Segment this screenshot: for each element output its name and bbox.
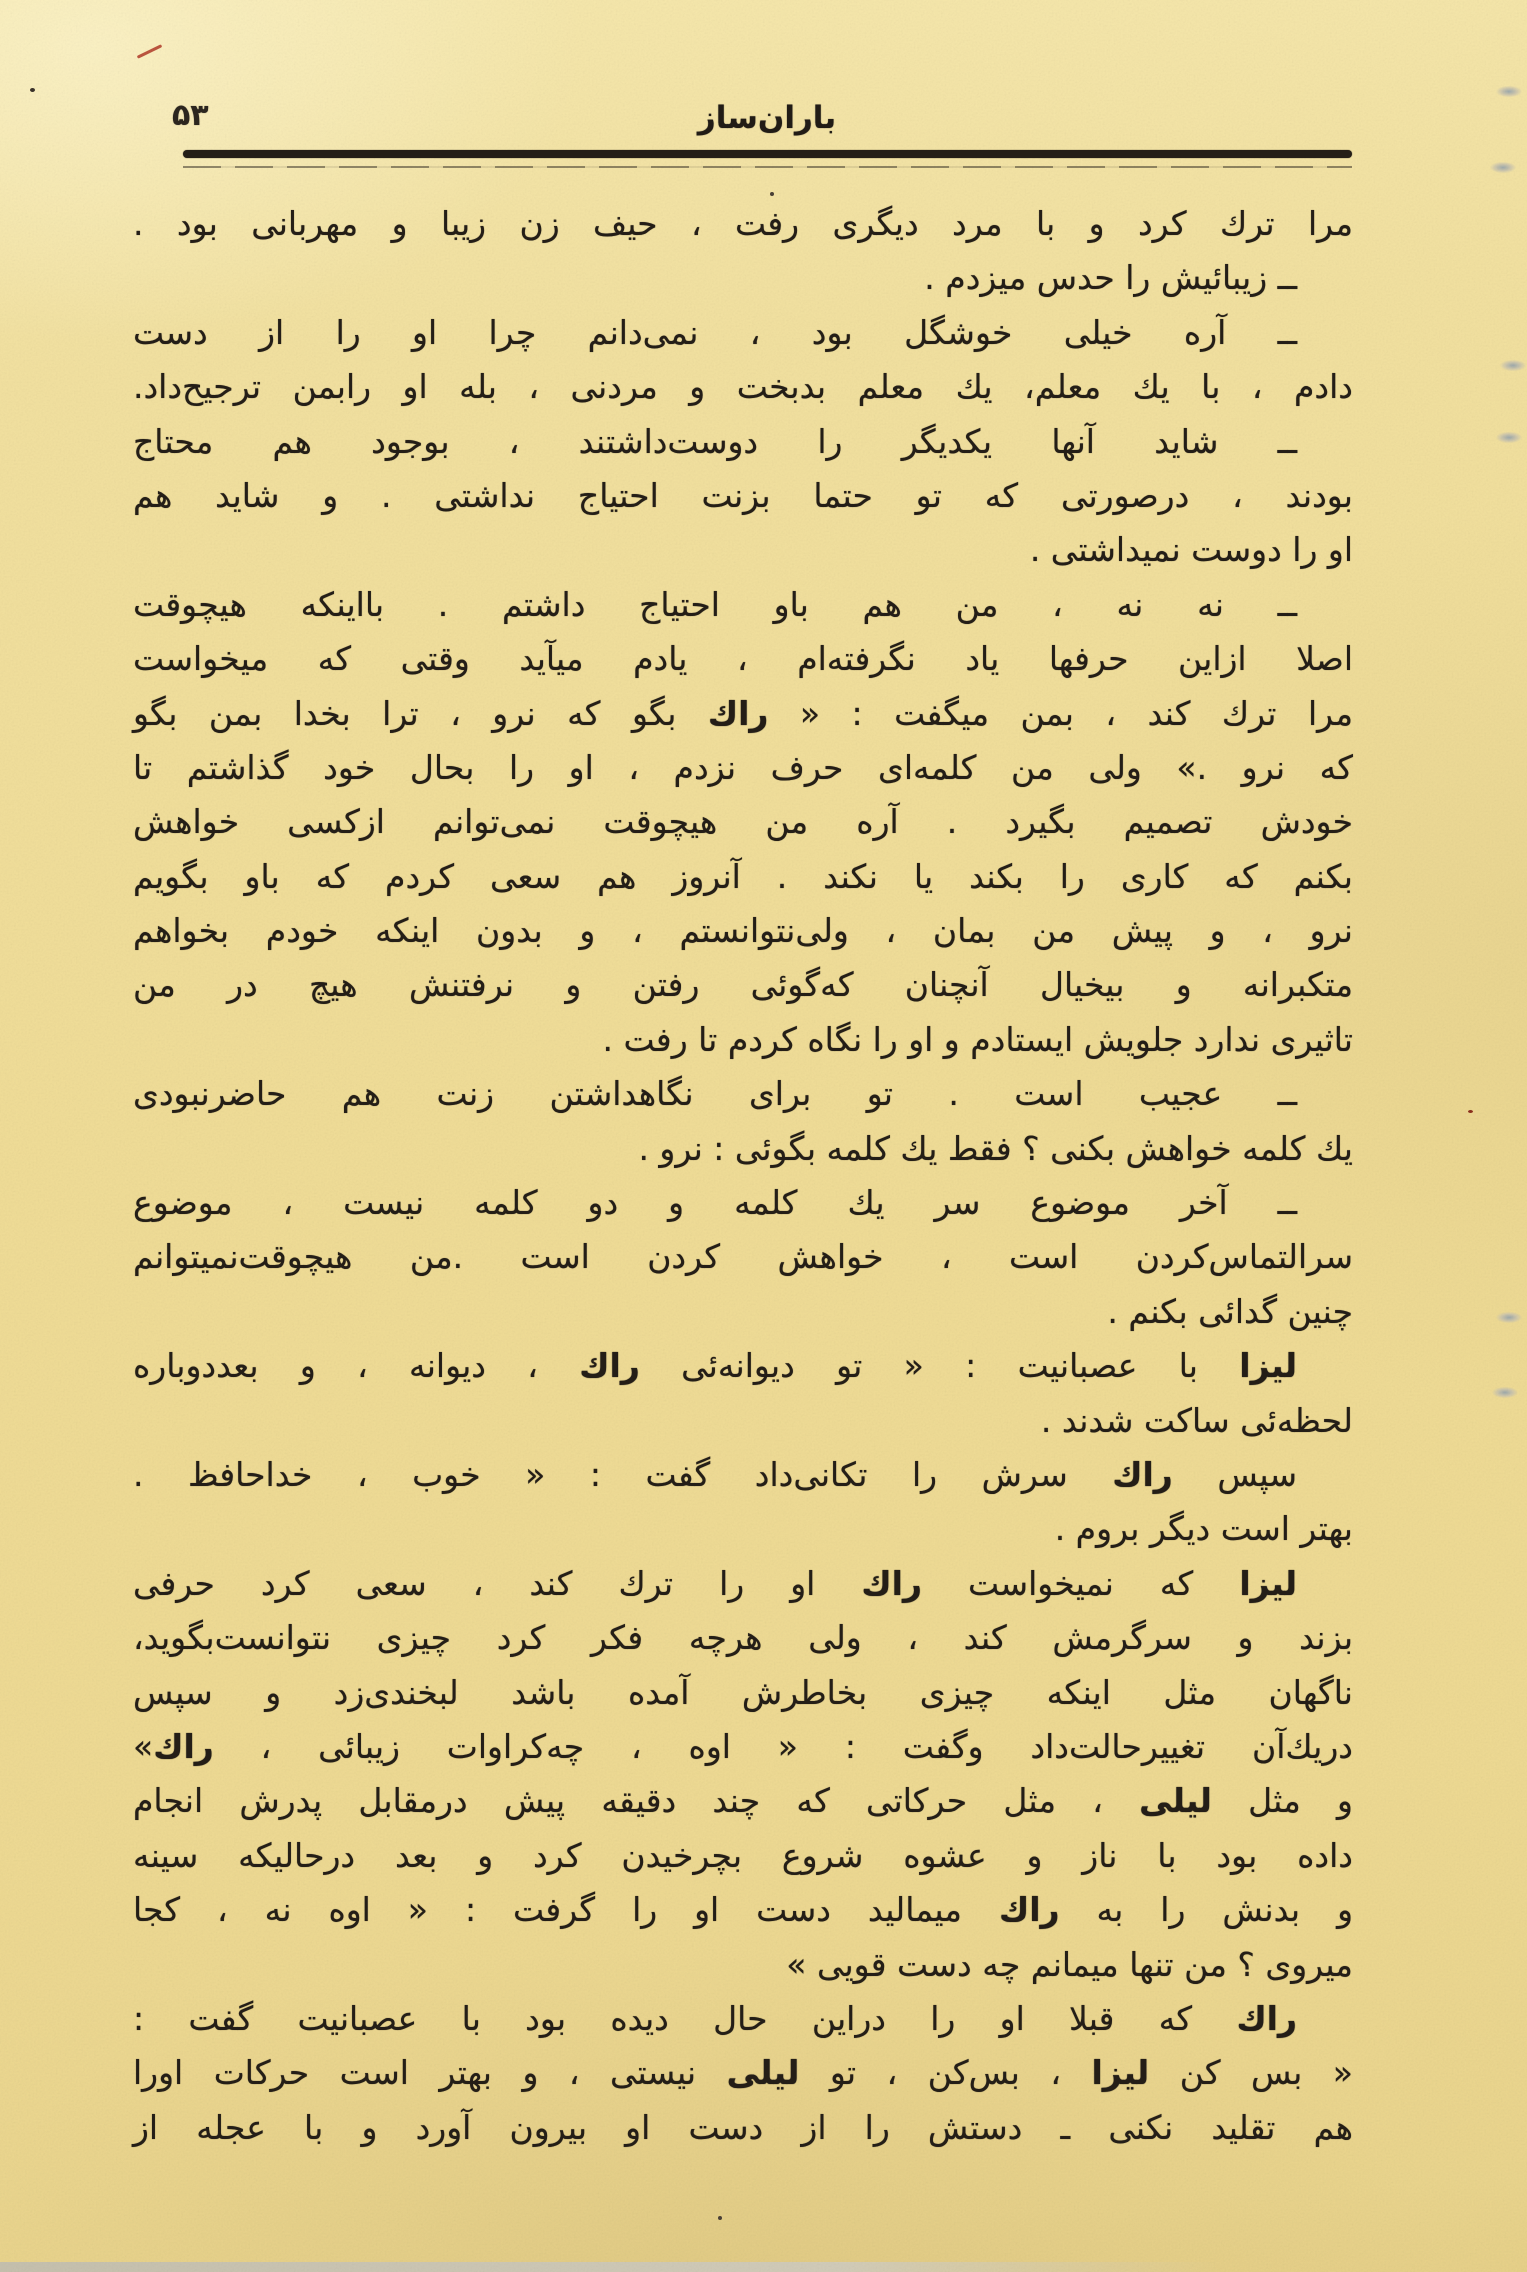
text-segment: » <box>133 1726 154 1766</box>
text-line <box>133 1230 1353 1284</box>
text-segment: ، دیوانه ، و بعددوباره <box>133 1346 580 1386</box>
text-segment: بزند و سرگرمش كند ، ولی هرچه فكر كرد چیزی نتوانست‌بگوید، <box>133 1618 1353 1658</box>
text-line <box>133 1122 1353 1176</box>
character-name: راك <box>861 1563 922 1603</box>
paper-tear <box>1486 160 1520 175</box>
ink-speck <box>770 192 774 196</box>
text-segment: سرالتماس‌كردن است ، خواهش كردن است .من هیچوقت‌نمیتوانم <box>133 1237 1353 1277</box>
text-line <box>133 2046 1353 2100</box>
text-segment: كه نرو .» ولی من كلمه‌ای حرف نزدم ، او را بحال خود گذاشتم تا <box>133 747 1353 787</box>
text-segment: تاثیری ندارد جلویش ایستادم و او را نگاه كردم تا رفت . <box>602 1019 1353 1059</box>
scan-bottom-edge <box>0 2262 1527 2272</box>
text-segment: ، بس‌كن ، تو <box>799 2053 1092 2093</box>
character-name: راك <box>153 1726 214 1766</box>
text-line <box>133 1938 1353 1992</box>
text-line <box>133 958 1353 1012</box>
ink-speck <box>718 2216 722 2220</box>
text-line <box>133 1285 1353 1339</box>
text-line <box>133 904 1353 958</box>
text-segment: ــ شاید آنها یكدیگر را دوست‌داشتند ، بوجود هم محتاج <box>133 421 1297 461</box>
character-name: لیلی <box>1139 1781 1212 1821</box>
ink-speck <box>30 88 35 92</box>
paper-tear <box>1492 1310 1526 1325</box>
character-name: لیزا <box>1239 1563 1298 1603</box>
text-segment: ناگهان مثل اینكه چیزی بخاطرش آمده باشد لبخندی‌زد و سپس <box>133 1672 1353 1712</box>
text-segment: ــ عجیب است . تو برای نگاهداشتن زنت هم حاضرنبودی <box>133 1074 1297 1114</box>
red-pen-mark <box>137 44 163 59</box>
text-segment: بودند ، درصورتی كه تو حتما بزنت احتیاج نداشتی . و شاید هم <box>133 475 1353 515</box>
paper-tear <box>1488 1385 1522 1400</box>
text-line <box>133 469 1353 523</box>
text-line <box>133 1774 1353 1828</box>
text-segment: سرش را تكانی‌داد گفت : « خوب ، خداحافظ . <box>133 1454 1113 1494</box>
text-segment: متكبرانه و بیخیال آنچنان كه‌گوئی رفتن و نرفتنش هیچ در من <box>133 965 1353 1005</box>
text-segment: « بس كن <box>1149 2053 1353 2093</box>
character-name: راك <box>998 1890 1060 1930</box>
page-title: باران‌ساز <box>697 100 837 136</box>
text-segment: خودش تصمیم بگیرد . آره من هیچوقت نمی‌توانم ازكسی خواهش <box>133 802 1353 842</box>
text-block <box>133 197 1353 2155</box>
text-segment: دادم ، با یك معلم، یك معلم بدبخت و مردنی ، بله او رابمن ترجیح‌داد. <box>133 367 1353 407</box>
text-line <box>133 1339 1353 1393</box>
text-line <box>133 850 1353 904</box>
character-name: راك <box>1112 1454 1173 1494</box>
text-segment: با عصبانیت : « تو دیوانه‌ئی <box>639 1346 1240 1386</box>
paper-tear <box>1492 430 1526 445</box>
text-segment: او را دوست نمیداشتی . <box>1029 530 1353 570</box>
character-name: لیلی <box>726 2053 800 2093</box>
text-line <box>133 306 1353 360</box>
paper-tear <box>1492 84 1526 99</box>
text-line <box>133 415 1353 469</box>
text-line <box>133 360 1353 414</box>
header-rule-thick <box>183 150 1352 158</box>
text-segment: نیستی ، و بهتر است حركات اورا <box>133 2053 727 2093</box>
text-segment: دریك‌آن تغییرحالت‌داد وگفت : « اوه ، چه‌كراوات زیبائی ، <box>213 1726 1353 1766</box>
text-segment: چنین گدائی بكنم . <box>1107 1291 1353 1331</box>
text-line <box>133 578 1353 632</box>
text-segment: میمالید دست او را گرفت : « اوه نه ، كجا <box>133 1890 999 1930</box>
text-line <box>133 1448 1353 1502</box>
text-segment: و بدنش را به <box>1059 1890 1354 1930</box>
character-name: راك <box>1236 1998 1297 2038</box>
text-segment: ــ آره خیلی خوشگل بود ، نمی‌دانم چرا او را از دست <box>133 312 1297 352</box>
text-segment: او را ترك كند ، سعی كرد حرفی <box>133 1563 862 1603</box>
text-segment: ، مثل حركاتی كه چند دقیقه پیش درمقابل پدرش انجام <box>133 1781 1140 1821</box>
text-line <box>133 1992 1353 2046</box>
character-name: لیزا <box>1091 2053 1150 2093</box>
text-line <box>133 1666 1353 1720</box>
header-rule-thin <box>183 166 1352 168</box>
text-segment: مرا ترك كرد و با مرد دیگری رفت ، حیف زن زیبا و مهربانی بود . <box>133 204 1353 243</box>
red-speck <box>1468 1110 1473 1113</box>
text-line <box>133 251 1353 305</box>
text-segment: بهتر است دیگر بروم . <box>1054 1509 1353 1549</box>
text-segment: بگو كه نرو ، ترا بخدا بمن بگو <box>133 693 708 733</box>
text-line <box>133 795 1353 849</box>
text-line <box>133 1502 1353 1556</box>
paper-tear <box>1496 358 1527 373</box>
text-line <box>133 1883 1353 1937</box>
text-segment: ــ نه نه ، من هم باو احتیاج داشتم . بااینكه هیچوقت <box>133 584 1297 624</box>
text-segment: یك كلمه خواهش بكنی ؟ فقط یك كلمه بگوئی : نرو . <box>638 1128 1353 1168</box>
page-number: ۵۳ <box>172 98 209 133</box>
text-line <box>133 197 1353 251</box>
text-segment: لحظه‌ئی ساكت شدند . <box>1040 1400 1353 1440</box>
text-line <box>133 1067 1353 1121</box>
text-line <box>133 1013 1353 1067</box>
character-name: لیزا <box>1239 1346 1297 1386</box>
text-segment: كه قبلا او را دراین حال دیده بود با عصبانیت گفت : <box>133 1998 1237 2038</box>
text-segment: مرا ترك كند ، بمن میگفت : « <box>768 693 1353 733</box>
text-line <box>133 1720 1353 1774</box>
text-segment: نرو ، و پیش من بمان ، ولی‌نتوانستم ، و بدون اینكه خودم بخواهم <box>133 911 1353 951</box>
text-segment: و مثل <box>1211 1781 1353 1821</box>
text-line <box>133 523 1353 577</box>
character-name: راك <box>579 1346 640 1386</box>
text-line <box>133 1557 1353 1611</box>
text-line <box>133 632 1353 686</box>
text-segment: كه نمیخواست <box>921 1563 1240 1603</box>
text-line <box>133 1611 1353 1665</box>
text-segment: اصلا ازاین حرفها یاد نگرفته‌ام ، یادم میآید وقتی كه میخواست <box>133 639 1353 679</box>
text-segment: بكنم كه كاری را بكند یا نكند . آنروز هم سعی كردم كه باو بگویم <box>133 856 1353 896</box>
text-line <box>133 741 1353 795</box>
text-segment: هم تقلید نكنی ـ دستش را از دست او بیرون آورد و با عجله از <box>133 2107 1353 2147</box>
text-line <box>133 1394 1353 1448</box>
character-name: راك <box>707 693 769 733</box>
text-line <box>133 1829 1353 1883</box>
text-line <box>133 2101 1353 2155</box>
text-segment: داده بود با ناز و عشوه شروع بچرخیدن كرد و بعد درحالیكه سینه <box>133 1835 1353 1875</box>
text-segment: ــ آخر موضوع سر یك كلمه و دو كلمه نیست ، موضوع <box>133 1183 1297 1223</box>
text-segment: میروی ؟ من تنها میمانم چه دست قویی » <box>786 1944 1353 1984</box>
text-segment: ــ زیبائیش را حدس میزدم . <box>924 258 1297 298</box>
text-segment: سپس <box>1172 1454 1297 1494</box>
text-line <box>133 687 1353 741</box>
text-line <box>133 1176 1353 1230</box>
